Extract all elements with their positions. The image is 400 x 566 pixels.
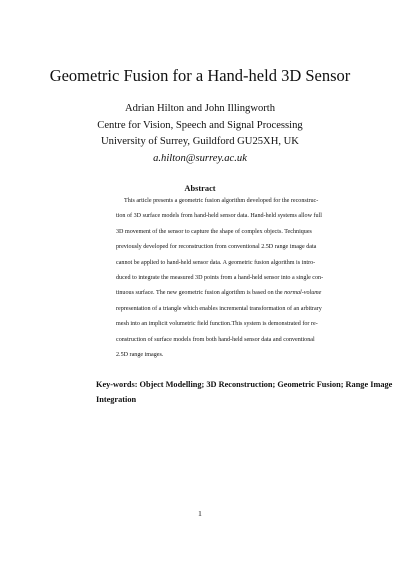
abstract-line-text: tinuous surface. The new geometric fusion algorithm is based on the: [116, 290, 283, 297]
keywords: [96, 377, 393, 407]
affiliation: Centre for Vision, Speech and Signal Processing: [97, 119, 303, 131]
abstract-line: duced to integrate the measured 3D points from a hand-held sensor into a single con-: [116, 274, 324, 281]
abstract-line: construction of surface models from both hand-held sensor data and conventional: [116, 336, 315, 343]
abstract-line: cannot be applied to hand-held sensor data. A geometric fusion algorithm is intro-: [116, 259, 316, 266]
abstract-line: 2.5D range images.: [116, 351, 164, 358]
paper-title: Geometric Fusion for a Hand-held 3D Sensor: [49, 66, 351, 85]
page-number: 1: [198, 509, 202, 518]
abstract-line: tion of 3D surface models from hand-held sensor data. Hand-held systems allow full: [116, 213, 322, 220]
emphasis-term: normal-volume: [284, 290, 322, 297]
abstract-line: This article presents a geometric fusion algorithm developed for the reconstruc-: [124, 198, 319, 204]
keywords-line: Integration: [96, 395, 137, 404]
keywords-line: Key-words: Object Modelling; 3D Reconstruction; Geometric Fusion; Range Image: [96, 380, 393, 389]
abstract-body: [116, 194, 324, 363]
abstract-line: 3D movement of the sensor to capture the shape of complex objects. Techniques: [116, 228, 312, 235]
abstract-line: representation of a triangle which enables incremental transformation of an arbitrary: [116, 305, 322, 312]
abstract-line: previously developed for reconstruction from conventional 2.5D range image data: [116, 244, 317, 251]
author-block: [0, 101, 400, 167]
abstract-heading: Abstract: [184, 184, 216, 193]
author-names: Adrian Hilton and John Illingworth: [124, 103, 276, 114]
abstract-line-with-emphasis: [116, 286, 322, 301]
address: University of Surrey, Guildford GU25XH, UK: [101, 136, 299, 147]
abstract-line: mesh into an implicit volumetric field function.This system is demonstrated for re-: [116, 321, 318, 328]
author-email: a.hilton@surrey.ac.uk: [153, 152, 247, 164]
